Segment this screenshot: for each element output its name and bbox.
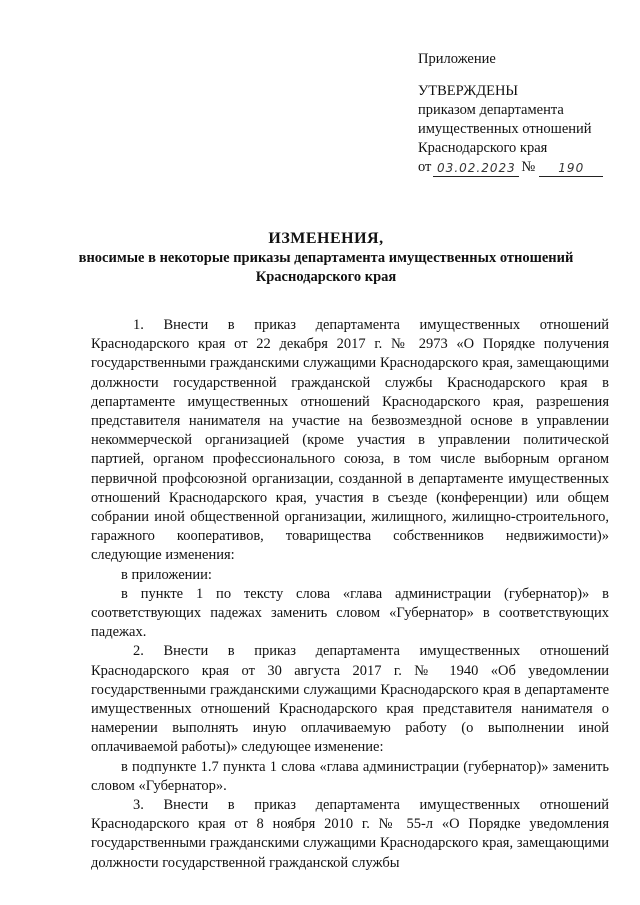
number-prefix: № (521, 159, 536, 175)
paragraph: в приложении: (121, 566, 212, 583)
order-date-number-line (418, 158, 618, 177)
appendix-label: Приложение (418, 51, 496, 67)
title-subtitle-line: Краснодарского края (255, 269, 397, 285)
paragraph-item-1: 1. Внести в приказ департамента имущественных отношений Краснодарского края от 22 декабря 2017 г. № 2973 «О Порядке получения государственными гражданскими служащими Краснодарского края, замещающими должности государственной гражданской службы Краснодарского края в департаменте имущественных отношений Краснодарского края, разрешения представителя нанимателя на участие на безвозмездной основе в управлении некоммерческой организацией (кроме участия в управлении политической партией, органом профессионального союза, в том числе выборным органом первичной профсоюзной организации, созданной в департаменте имущественных отношений Краснодарского края, участия в съезде (конференции) или общем собрании иной общественной организации, жилищного, жилищно-строительного, гаражного кооперативов, товарищества собственников недвижимости)» следующие изменения: (91, 317, 609, 564)
date-prefix: от (418, 159, 432, 175)
handwritten-number: 190 (539, 161, 603, 177)
document-body (91, 316, 609, 873)
paragraph-item-2: 2. Внести в приказ департамента имущественных отношений Краснодарского края от 30 августа 2017 г. № 1940 «Об уведомлении государственными гражданскими служащими Краснодарского края в департаменте имущественных отношений Краснодарского края представителя нанимателя о намерении выполнять иную оплачиваемую работу (о выполнении иной оплачиваемой работы)» следующее изменение: (91, 643, 609, 756)
paragraph-item-3: 3. Внести в приказ департамента имущественных отношений Краснодарского края от 8 ноября 2010 г. № 55-л «О Порядке уведомления государственными гражданскими служащими Краснодарского края, замещающими должности государственной гражданской службы (91, 797, 609, 871)
document-title (70, 228, 582, 287)
approval-line: приказом департамента (418, 102, 564, 118)
approved-label: УТВЕРЖДЕНЫ (418, 83, 519, 99)
approval-line: имущественных отношений (418, 121, 592, 137)
paragraph: в пункте 1 по тексту слова «глава администрации (губернатор)» в соответствующих падежах заменить словом «Губернатор» в соответствующих падежах. (91, 585, 609, 641)
paragraph: в подпункте 1.7 пункта 1 слова «глава администрации (губернатор)» заменить словом «Губернатор». (91, 758, 609, 794)
approval-line: Краснодарского края (418, 140, 548, 156)
approval-stamp-block (418, 50, 618, 177)
handwritten-date: 03.02.2023 (433, 161, 519, 177)
title-main: ИЗМЕНЕНИЯ, (268, 230, 384, 247)
title-subtitle-line: вносимые в некоторые приказы департамента имущественных отношений (78, 250, 574, 266)
